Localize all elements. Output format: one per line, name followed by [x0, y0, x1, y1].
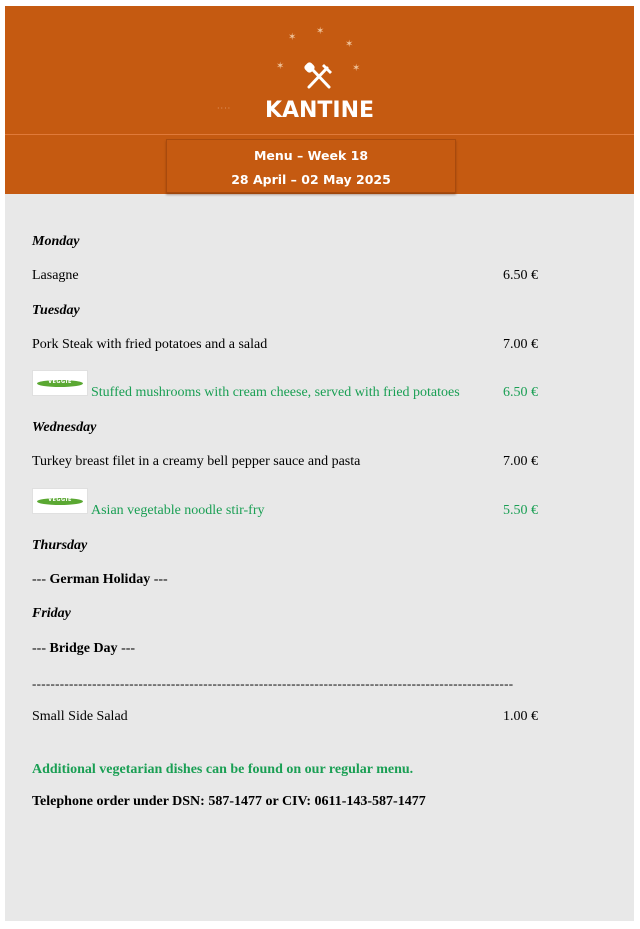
fork-knife-icon — [303, 61, 335, 93]
dish-price: 6.50 € — [503, 268, 538, 283]
dash-prefix: --- — [32, 641, 46, 656]
dish-name: Pork Steak with fried potatoes and a salad — [32, 337, 268, 352]
holiday-note — [32, 572, 168, 588]
dash-prefix: --- — [32, 572, 46, 587]
dash-suffix: --- — [153, 572, 168, 587]
day-heading-friday: Friday — [32, 606, 71, 621]
star-icon: ✶ — [276, 61, 285, 72]
star-icon: ✶ — [288, 32, 297, 43]
day-heading-thursday: Thursday — [32, 538, 88, 553]
dish-price: 7.00 € — [503, 454, 538, 469]
dish-name: Turkey breast filet in a creamy bell pepper sauce and pasta — [32, 454, 361, 469]
header-divider — [5, 134, 634, 135]
dish-price: 7.00 € — [503, 337, 538, 352]
page-title: KANTINE — [264, 98, 375, 123]
star-icon: ✶ — [316, 26, 325, 37]
side-dish-price: 1.00 € — [503, 709, 538, 724]
dish-name: Lasagne — [32, 268, 79, 283]
dish-name-veggie: Stuffed mushrooms with cream cheese, served with fried potatoes — [91, 385, 460, 400]
star-icon: ✶ — [345, 39, 354, 50]
dots-decoration: ···· — [217, 104, 232, 113]
veggie-badge — [32, 370, 88, 396]
veggie-label: VEGGIE — [48, 379, 72, 385]
star-icon: ✶ — [352, 63, 361, 74]
day-heading-wednesday: Wednesday — [32, 420, 97, 435]
dashed-divider: -------------------------------------------------------------------------------------------------------- — [32, 676, 514, 691]
week-banner — [166, 139, 456, 193]
holiday-text: Bridge Day — [49, 641, 118, 656]
side-dish-name: Small Side Salad — [32, 709, 128, 724]
holiday-note — [32, 641, 135, 657]
header-banner — [5, 6, 634, 194]
phone-note: Telephone order under DSN: 587-1477 or CIV: 0611-143-587-1477 — [32, 794, 426, 809]
date-range: 28 April – 02 May 2025 — [231, 172, 391, 187]
veggie-badge — [32, 488, 88, 514]
dish-price-veggie: 6.50 € — [503, 385, 538, 400]
day-heading-monday: Monday — [32, 234, 80, 249]
dish-price-veggie: 5.50 € — [503, 503, 538, 518]
dish-name-veggie: Asian vegetable noodle stir-fry — [91, 503, 265, 518]
menu-week: Menu – Week 18 — [253, 148, 369, 163]
dash-suffix: --- — [121, 641, 136, 656]
day-heading-tuesday: Tuesday — [32, 303, 80, 318]
veggie-label: VEGGIE — [48, 497, 72, 503]
holiday-text: German Holiday — [49, 572, 151, 587]
vegetarian-note: Additional vegetarian dishes can be found on our regular menu. — [32, 762, 414, 777]
